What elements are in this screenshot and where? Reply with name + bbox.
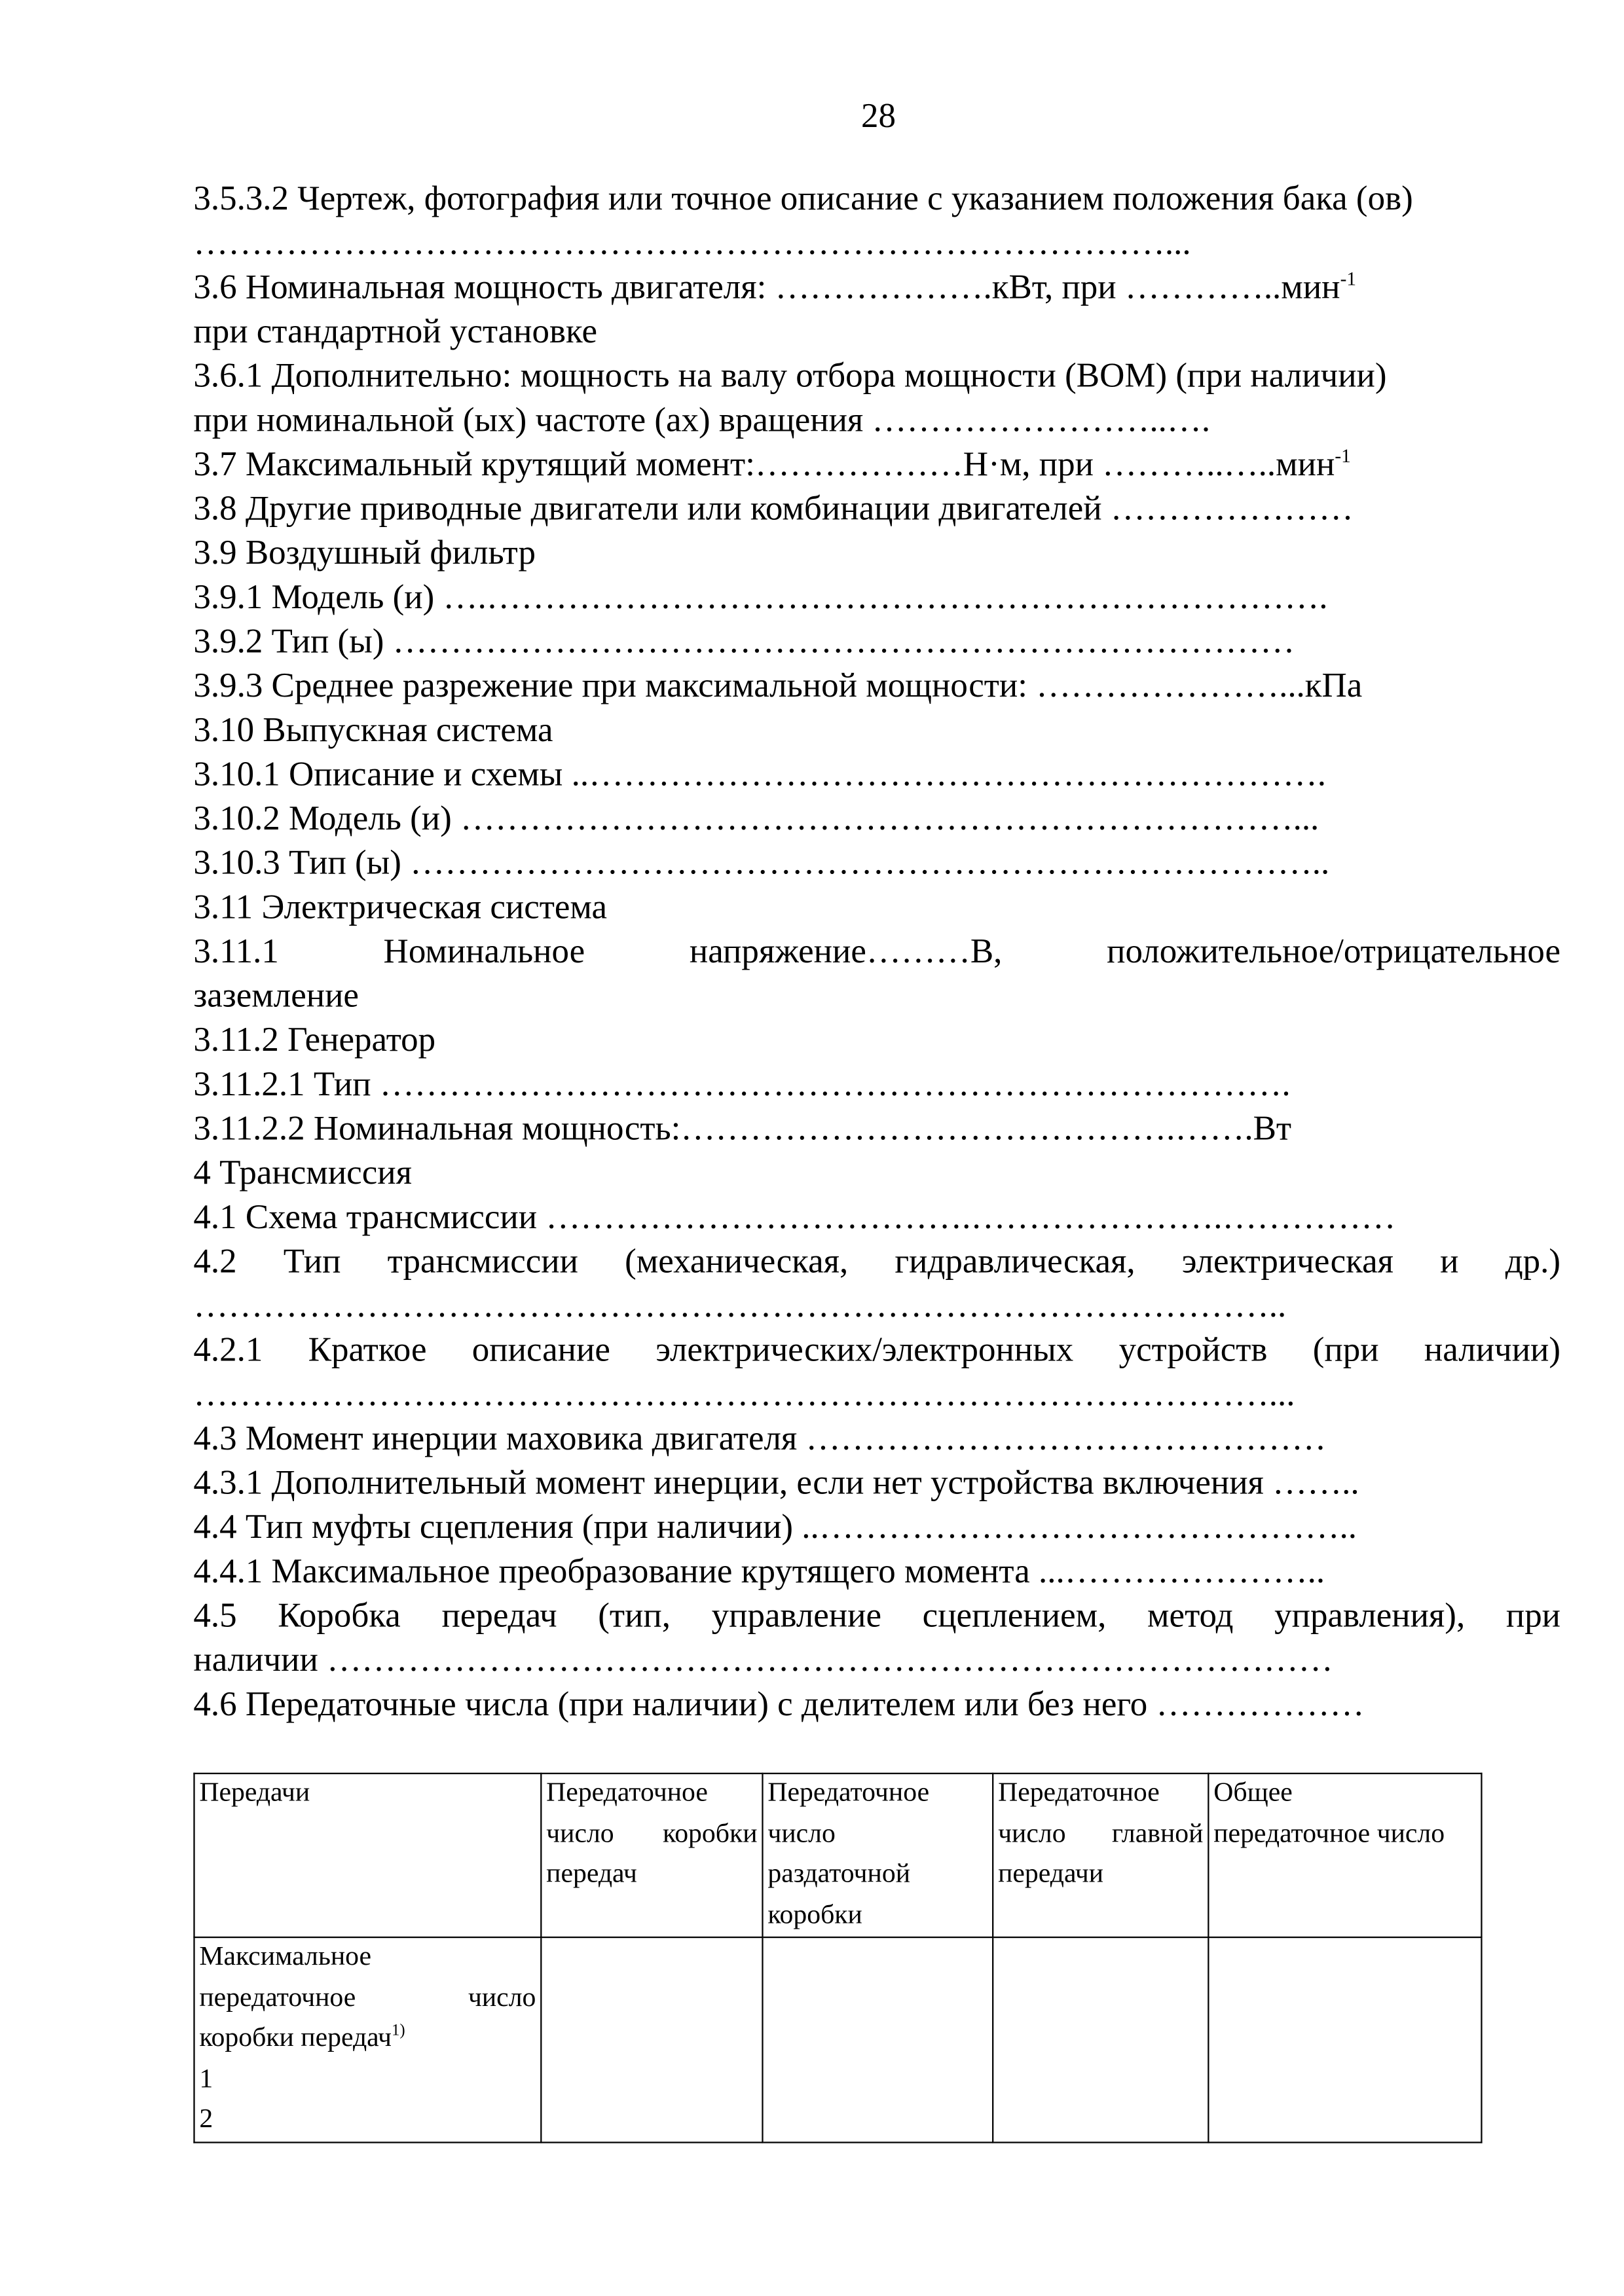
text-line: 4.4.1 Максимальное преобразование крутящего момента ...………………….. (193, 1552, 1325, 1592)
table-row (194, 1937, 1481, 2141)
text-line: ………………………………………………………………………………….. (193, 1286, 1287, 1326)
text-line: 4 Трансмиссия (193, 1154, 412, 1193)
gear-number: 2 (199, 2104, 213, 2135)
text-line: при стандартной установке (193, 312, 597, 352)
footnote-mark: 1) (392, 2022, 405, 2040)
row-label-cell: Максимальное передаточное число коробки передач$^{1)}$ 1 2 (194, 1937, 541, 2141)
superscript: -1 (1340, 267, 1357, 290)
table-cell (1208, 1937, 1481, 2141)
text-line: 3.10 Выпускная система (193, 711, 553, 750)
text-line: 3.6.1 Дополнительно: мощность на валу отбора мощности (ВОМ) (при наличии) (193, 357, 1387, 396)
header-cell-total-ratio: Общее передаточное число (1208, 1774, 1481, 1937)
table-cell (762, 1937, 993, 2141)
text-line (193, 443, 1560, 487)
text-line: …………………………………………………………………………………... (193, 1376, 1295, 1414)
text-line: при номинальной (ых) частоте (ах) вращения ……………………..…. (193, 401, 1211, 440)
text-line (193, 266, 1560, 310)
text-line: 3.10.2 Модель (и) ………………………………………………………………... (193, 799, 1320, 839)
page-number: 28 (860, 97, 896, 136)
text-line: 3.9.2 Тип (ы) …………………………………………………………………… (193, 623, 1295, 662)
text-line: 4.4 Тип муфты сцепления (при наличии) ..……………………………………….. (193, 1508, 1357, 1547)
header-cell-transfer-ratio: Передаточное число раздаточной коробки (762, 1774, 993, 1937)
header-cell-gearbox-ratio: Передаточное число коробки передач (541, 1774, 762, 1937)
text-line: 3.11.2 Генератор (193, 1021, 436, 1060)
gear-number: 1 (199, 2064, 213, 2094)
text-line: 4.2 Тип трансмиссии (механическая, гидравлическая, электрическая и др.) (193, 1243, 1561, 1281)
text-line: 3.11.1 Номинальное напряжение………В, положительное/отрицательное (193, 932, 1561, 972)
table-cell (993, 1937, 1208, 2141)
text-line: 3.11.2.2 Номинальная мощность:…………………………………….…….Вт (193, 1110, 1292, 1149)
table-header-row (194, 1774, 1481, 1937)
line-text: 3.6 Номинальная мощность двигателя: ……………….кВт, при …………..мин (193, 268, 1340, 307)
text-line: 3.10.3 Тип (ы) …………………………………………………………………….. (193, 844, 1330, 883)
text-line: 3.9.3 Среднее разрежение при максимальной мощности: …………………...кПа (193, 667, 1363, 706)
header-cell-main-gear-ratio: Передаточное число главной передачи (993, 1774, 1208, 1937)
text-line: заземление (193, 977, 359, 1016)
text-line: 4.3.1 Дополнительный момент инерции, если нет устройства включения …….. (193, 1464, 1359, 1503)
text-line: 3.9.1 Модель (и) ….………………………………………………………………. (193, 578, 1328, 617)
text-line: 3.11 Электрическая система (193, 888, 608, 927)
text-line: 3.5.3.2 Чертеж, фотография или точное описание с указанием положения бака (ов) (193, 180, 1413, 219)
text-line: 4.3 Момент инерции маховика двигателя ……………………………………… (193, 1419, 1327, 1459)
table-cell (541, 1937, 762, 2141)
text-line: 4.2.1 Краткое описание электрических/электронных устройств (при наличии) (193, 1331, 1561, 1370)
line-text: 3.7 Максимальный крутящий момент:………………Н·м, при ………..…..мин (193, 445, 1335, 484)
text-line: 3.10.1 Описание и схемы ..………………………………………………………. (193, 756, 1327, 794)
header-cell-gears: Передачи (194, 1774, 541, 1937)
text-line: наличии …………………………………………………………………………… (193, 1641, 1333, 1680)
text-line: …………………………………………………………………………... (193, 224, 1191, 263)
text-line: 4.5 Коробка передач (тип, управление сцеплением, метод управления), при (193, 1597, 1561, 1636)
text-line: 3.9 Воздушный фильтр (193, 534, 536, 573)
text-line: 4.1 Схема трансмиссии ……………………………….………………….…………… (193, 1198, 1396, 1237)
superscript: -1 (1335, 445, 1351, 467)
gear-ratio-table (193, 1773, 1482, 2143)
text-line: 4.6 Передаточные числа (при наличии) с делителем или без него ……………… (193, 1685, 1365, 1724)
text-line: 3.11.2.1 Тип ……………………………………………………………………. (193, 1065, 1291, 1104)
text-line: 3.8 Другие приводные двигатели или комбинации двигателей ………………… (193, 490, 1354, 529)
